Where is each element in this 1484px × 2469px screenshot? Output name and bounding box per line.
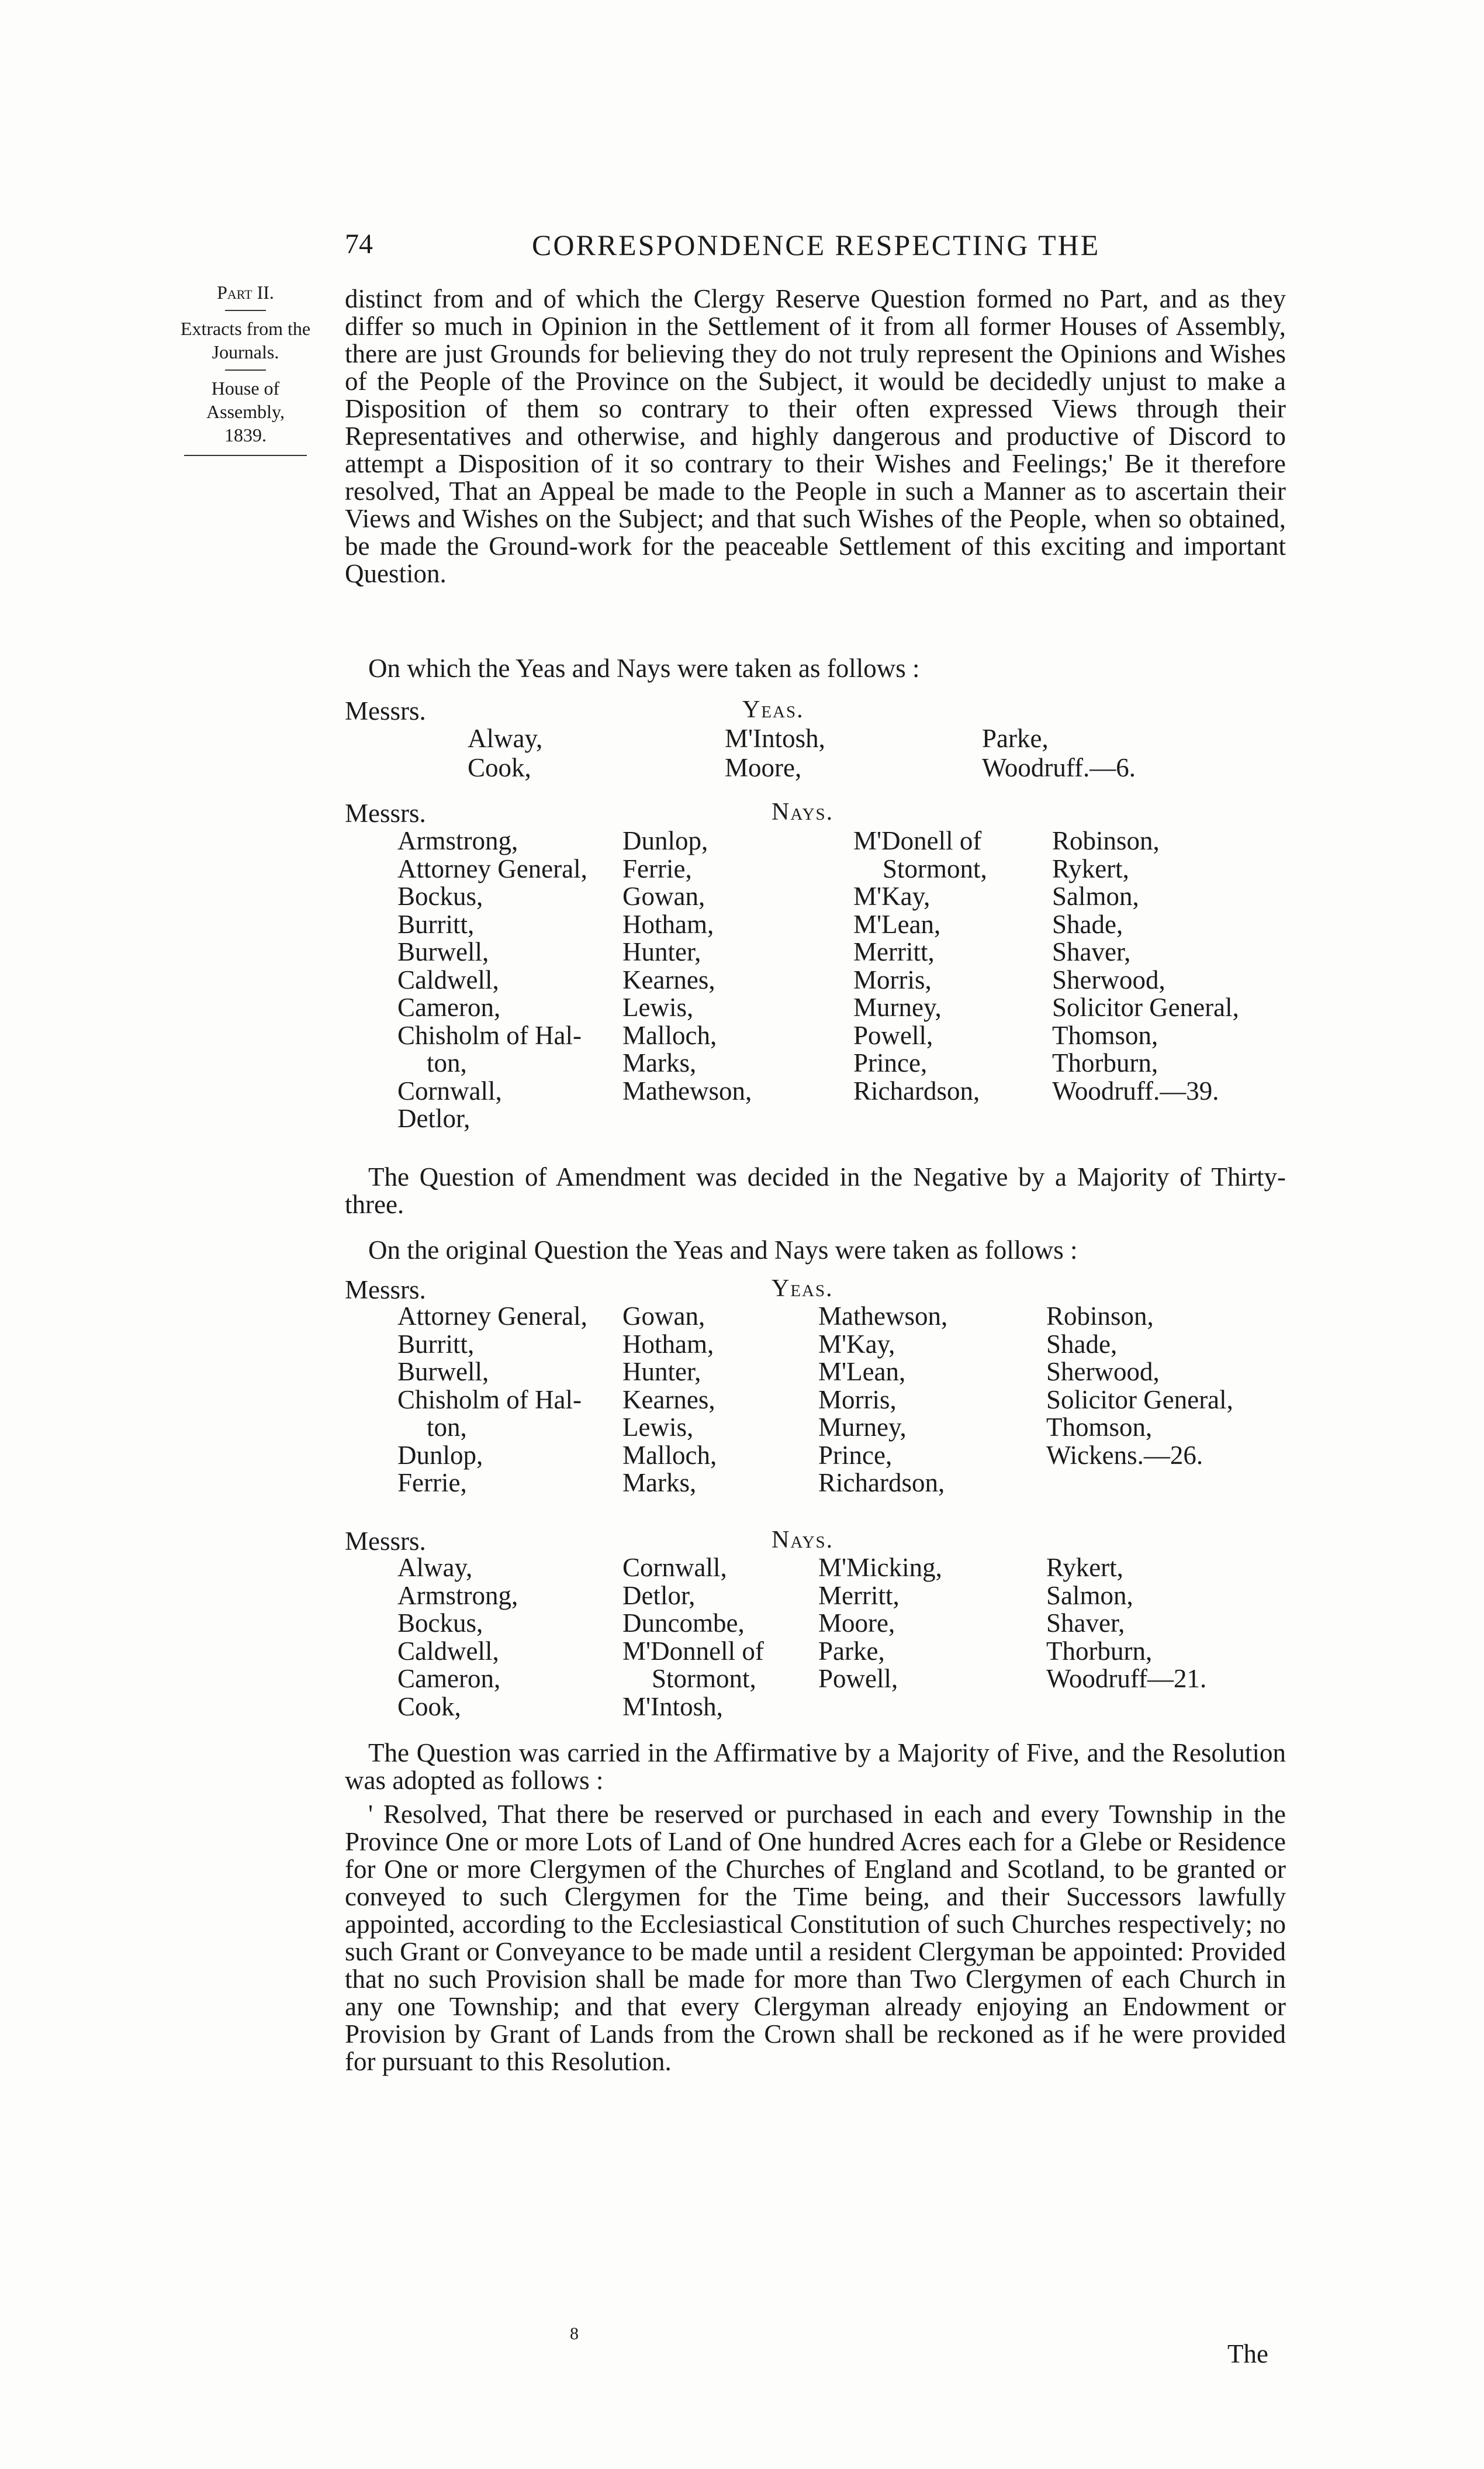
voter-name: Marks, [622,1048,697,1078]
voter-name: Alway, [397,1553,473,1582]
voter-name: Moore, [725,753,802,782]
result2 [345,1739,1286,1794]
voter-name: Robinson, [1052,826,1160,855]
voter-name: Cameron, [397,993,501,1022]
vote1-nays-heading: Nays. [772,799,834,826]
margin-rule [225,310,266,311]
voter-name: Dunlop, [622,826,708,855]
voter-name: Malloch, [622,1020,717,1050]
voter-name: Gowan, [622,882,705,911]
voter-name: Mathewson, [622,1076,752,1106]
voter-name: Morris, [853,965,932,994]
voter-name: Hunter, [622,937,701,966]
result1 [345,1163,1286,1218]
voter-name: Shaver, [1052,937,1131,966]
voter-name: Burritt, [397,1329,475,1359]
voter-name: Attorney General, [397,854,587,883]
voter-name: M'Kay, [853,882,930,911]
voter-name: Prince, [818,1440,893,1470]
voter-name: Detlor, [397,1104,471,1133]
voter-name: Richardson, [818,1468,945,1497]
voter-name: Burritt, [397,909,475,939]
voter-name: M'Kay, [818,1329,895,1359]
voter-name: M'Intosh, [622,1691,723,1721]
running-header [345,228,1280,269]
voter-name: Hunter, [622,1357,701,1386]
voter-name: Chisholm of Hal- [397,1020,582,1050]
voter-name: M'Lean, [818,1357,906,1386]
vote2-yeas-heading: Yeas. [772,1275,833,1302]
voter-name: Caldwell, [397,965,499,994]
voter-name: Salmon, [1046,1580,1133,1610]
voter-name: Stormont, [652,1664,756,1693]
voter-name: Kearnes, [622,1384,715,1414]
voter-name: Stormont, [883,854,987,883]
voter-name: Ferrie, [397,1468,467,1497]
voter-name: Lewis, [622,1413,694,1442]
voter-name: Kearnes, [622,965,715,994]
voter-name: M'Donnell of [622,1636,764,1666]
paragraph-text: distinct from and of which the Clergy Reserve Question formed no Part, and as they differ so much in Opinion in the Settlement of it from all former Houses of Assembly, there are just Grounds for believing they do not truly represent the Opinions and Wishes of the People of the Province on the Subject, it would be decidedly unjust to make a Disposition of them so contrary to their often expressed Views through their Representatives and otherwise, and highly dangerous and productive of Discord to attempt a Disposition of it so contrary to their Wishes and Feelings;' Be it therefore resolved, That an Appeal be made to the People in such a Manner as to ascertain their Views and Wishes on the Subject; and that such Wishes of the People, when so obtained, be made the Ground-work for the peaceable Settlement of this exciting and important Question. [345,284,1286,588]
voter-name: Woodruff.—6. [982,753,1136,782]
voter-name: M'Lean, [853,909,941,939]
resolution-text: ' Resolved, That there be reserved or purchased in each and every Township in the Province One or more Lots of Land of One hundred Acres each for a Glebe or Residence for One or more Clergymen of the Churches of England and Scotland, to be granted or conveyed to such Clergymen for the Time being, and their Successors lawfully appointed, according to the Ecclesiastical Constitution of such Churches respectively; no such Grant or Conveyance to be made until a resident Clergyman be appointed: Provided that no such Provision shall be made for more than Two Clergymen of each Church in any one Township; and that every Clergyman already enjoying an Endowment or Provision by Grant of Lands from the Crown shall be reckoned as if he were provided for pursuant to this Resolution. [345,1800,1286,2076]
voter-name: Sherwood, [1046,1357,1160,1386]
voter-name: M'Micking, [818,1553,942,1582]
voter-name: Burwell, [397,937,489,966]
voter-name: Dunlop, [397,1440,483,1470]
voter-name: Hotham, [622,1329,714,1359]
voter-name: Armstrong, [397,826,518,855]
voter-name: Alway, [468,724,543,753]
vote1-yeas-messrs: Messrs. [345,696,426,726]
voter-name: Rykert, [1046,1553,1123,1582]
voter-name: Hotham, [622,909,714,939]
margin-part: Part II. [217,282,274,303]
voter-name: Solicitor General, [1046,1384,1233,1414]
voter-name: Detlor, [622,1580,696,1610]
voter-name: Powell, [818,1664,898,1693]
voter-name: Woodruff.—39. [1052,1076,1219,1106]
voter-name: Ferrie, [622,854,692,883]
voter-name: Merritt, [818,1580,900,1610]
voter-name: Shade, [1052,909,1123,939]
voter-name: Solicitor General, [1052,993,1239,1022]
margin-house: House of Assembly, [206,378,285,422]
voter-name: Caldwell, [397,1636,499,1666]
result-text: The Question of Amendment was decided in the Negative by a Majority of Thirty-three. [345,1162,1286,1219]
voter-name: Moore, [818,1608,895,1638]
voter-name: M'Donell of [853,826,982,855]
voter-name: Morris, [818,1384,897,1414]
voter-name: Gowan, [622,1301,705,1331]
voter-name: Cornwall, [397,1076,502,1106]
voter-name: Cameron, [397,1664,501,1693]
voter-name: Wickens.—26. [1046,1440,1203,1470]
voter-name: Malloch, [622,1440,717,1470]
voter-name: Duncombe, [622,1608,745,1638]
voter-name: Robinson, [1046,1301,1154,1331]
voter-name: Cook, [397,1691,461,1721]
voter-name: Attorney General, [397,1301,587,1331]
voter-name: Powell, [853,1020,933,1050]
vote-intro-text: On which the Yeas and Nays were taken as follows : [368,654,920,683]
voter-name: Merritt, [853,937,935,966]
opening-paragraph [345,285,1286,588]
running-title: CORRESPONDENCE RESPECTING THE [532,229,1101,261]
voter-name: Cornwall, [622,1553,727,1582]
page-number: 74 [345,229,373,260]
voter-name: Shade, [1046,1329,1118,1359]
voter-name: Armstrong, [397,1580,518,1610]
voter-name: Chisholm of Hal- [397,1384,582,1414]
voter-name: Thorburn, [1052,1048,1158,1078]
margin-rule-long [184,455,307,456]
voter-name: Prince, [853,1048,928,1078]
vote1-nays-messrs: Messrs. [345,799,426,828]
margin-rule [225,370,266,371]
vote2-intro [345,1237,1286,1264]
vote1-yeas-heading: Yeas. [742,696,804,723]
voter-name: ton, [427,1413,467,1442]
signature-mark: 8 [570,2324,579,2343]
voter-name: Bockus, [397,1608,483,1638]
margin-section: Extracts from the Journals. [180,318,311,362]
voter-name: Shaver, [1046,1608,1125,1638]
voter-name: Marks, [622,1468,697,1497]
voter-name: Burwell, [397,1357,489,1386]
voter-name: Murney, [853,993,942,1022]
voter-name: Sherwood, [1052,965,1165,994]
result-text: The Question was carried in the Affirmative by a Majority of Five, and the Resolution was adopted as follows : [345,1738,1286,1795]
vote2-nays-heading: Nays. [772,1527,834,1553]
voter-name: Thomson, [1046,1413,1153,1442]
voter-name: Murney, [818,1413,907,1442]
voter-name: ton, [427,1048,467,1078]
voter-name: M'Intosh, [725,724,825,753]
catchword: The [1227,2339,1268,2368]
voter-name: Parke, [818,1636,885,1666]
voter-name: Salmon, [1052,882,1139,911]
voter-name: Thomson, [1052,1020,1158,1050]
voter-name: Bockus, [397,882,483,911]
vote2-nays-messrs: Messrs. [345,1527,426,1556]
vote1-intro [345,655,1286,682]
voter-name: Rykert, [1052,854,1129,883]
voter-name: Richardson, [853,1076,980,1106]
voter-name: Woodruff—21. [1046,1664,1207,1693]
voter-name: Lewis, [622,993,694,1022]
voter-name: Parke, [982,724,1049,753]
vote2-yeas-messrs: Messrs. [345,1275,426,1304]
margin-note [175,281,316,456]
voter-name: Thorburn, [1046,1636,1153,1666]
margin-year: 1839. [224,424,267,446]
vote-intro-text: On the original Question the Yeas and Nays were taken as follows : [368,1235,1078,1265]
resolution [345,1801,1286,2076]
voter-name: Cook, [468,753,531,782]
voter-name: Mathewson, [818,1301,948,1331]
